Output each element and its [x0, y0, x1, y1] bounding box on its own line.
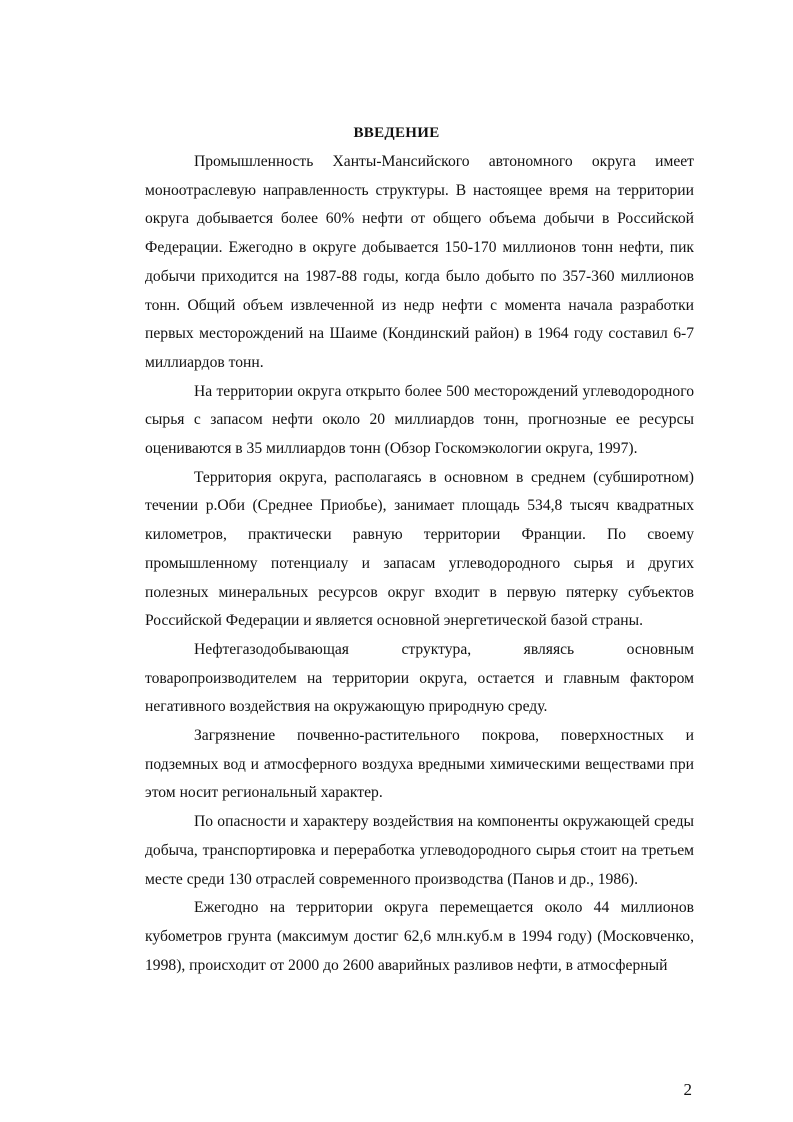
paragraph: На территории округа открыто более 500 месторождений углеводородного сырья с запасом нефти около 20 миллиардов тонн, прогнозные ее ресурсы оцениваются в 35 миллиардов тонн (Обзор Госкомэкологии округа, 1997). [145, 382, 694, 458]
paragraph: Территория округа, располагаясь в основном в среднем (субширотном) течении р.Оби (Среднее Приобье), занимает площадь 534,8 тысяч квадратных километров, практически равную территории Франции. По своему промышленному потенциалу и запасам углеводородного сырья и других полезных минеральных ресурсов округ входит в первую пятерку субъектов Российской Федерации и является основной энергетической базой страны. [145, 468, 694, 630]
page-number: 2 [683, 1080, 692, 1099]
paragraph: Загрязнение почвенно-растительного покрова, поверхностных и подземных вод и атмосферного воздуха вредными химическими веществами при этом носит региональный характер. [145, 727, 694, 802]
paragraph: Ежегодно на территории округа перемещается около 44 миллионов кубометров грунта (максимум достиг 62,6 млн.куб.м в 1994 году) (Московченко, 1998), происходит от 2000 до 2600 аварийных разливов нефти, в атмосферный [145, 899, 694, 974]
paragraph: Промышленность Ханты-Мансийского автономного округа имеет моноотраслевую направленность структуры. В настоящее время на территории округа добывается более 60% нефти от общего объема добычи в Российской Федерации. Ежегодно в округе добывается 150-170 миллионов тонн нефти, пик добычи приходится на 1987-88 годы, когда было добыто по 357-360 миллионов тонн. Общий объем извлеченной из недр нефти с момента начала разработки первых месторождений на Шаиме (Кондинский район) в 1964 году составил 6-7 миллиардов тонн. [145, 153, 694, 371]
document-body [145, 148, 694, 980]
page-title: ВВЕДЕНИЕ [353, 125, 440, 141]
paragraph: Нефтегазодобывающая структура, являясь основным товаропроизводителем на территории округа, остается и главным фактором негативного воздействия на окружающую природную среду. [145, 640, 694, 716]
paragraph: По опасности и характеру воздействия на компоненты окружающей среды добыча, транспортировка и переработка углеводородного сырья стоит на третьем месте среди 130 отраслей современного производства (Панов и др., 1986). [145, 813, 694, 888]
